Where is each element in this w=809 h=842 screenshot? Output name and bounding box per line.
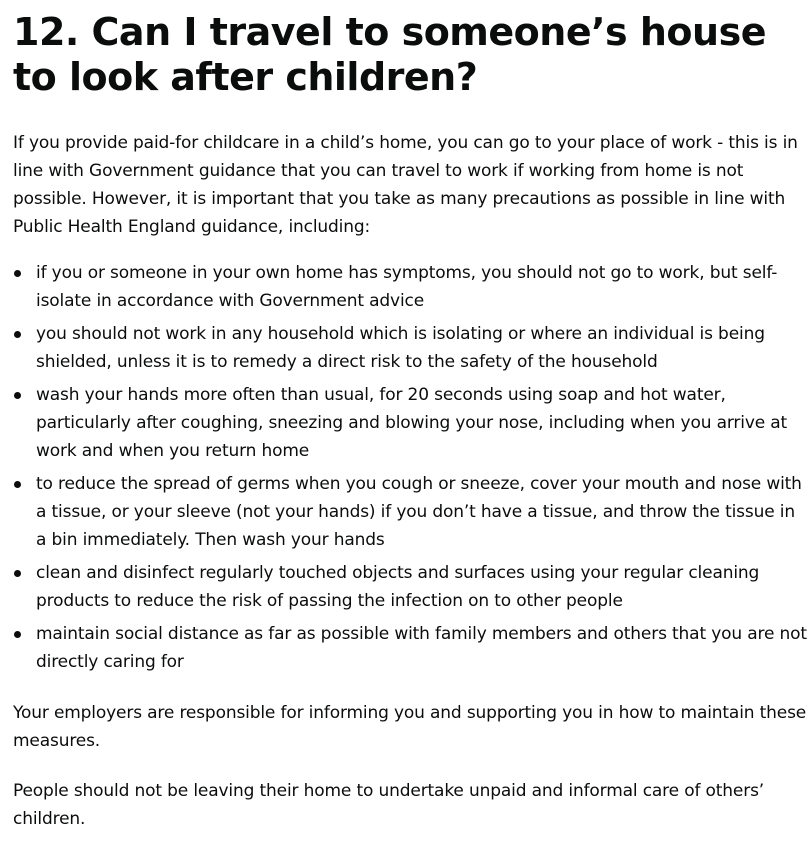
list-item-text: if you or someone in your own home has symptoms, you should not go to work, but self-isolate in accordance with Government advice xyxy=(36,263,778,311)
bullet-icon xyxy=(14,392,21,399)
list-item-text: to reduce the spread of germs when you cough or sneeze, cover your mouth and nose with a tissue, or your sleeve (not your hands) if you don’t have a tissue, and throw the tissue in a bin immediately. Then wash your hands xyxy=(36,474,802,550)
intro-paragraph: If you provide paid-for childcare in a child’s home, you can go to your place of work - this is in line with Government guidance that you can travel to work if working from home is not possible. However, it is important that you take as many precautions as possible in line with Public Health England guidance, including: xyxy=(13,133,798,237)
bullet-icon xyxy=(14,481,21,488)
list-item xyxy=(13,320,809,376)
bullet-icon xyxy=(14,270,21,277)
list-item xyxy=(13,259,809,315)
list-item xyxy=(13,470,809,554)
list-item-text: maintain social distance as far as possible with family members and others that you are not directly caring for xyxy=(36,624,807,672)
employers-paragraph: Your employers are responsible for informing you and supporting you in how to maintain these measures. xyxy=(13,703,807,751)
informal-care-paragraph: People should not be leaving their home to undertake unpaid and informal care of others’ children. xyxy=(13,781,765,829)
precautions-list xyxy=(13,259,809,676)
bullet-icon xyxy=(14,331,21,338)
list-item xyxy=(13,381,809,465)
list-item-text: wash your hands more often than usual, for 20 seconds using soap and hot water, particularly after coughing, sneezing and blowing your nose, including when you arrive at work and when you return home xyxy=(36,385,788,461)
question-heading: 12. Can I travel to someone’s house to look after children? xyxy=(13,10,766,99)
bullet-icon xyxy=(14,631,21,638)
bullet-icon xyxy=(14,570,21,577)
list-item-text: you should not work in any household which is isolating or where an individual is being shielded, unless it is to remedy a direct risk to the safety of the household xyxy=(36,324,765,372)
list-item xyxy=(13,620,809,676)
list-item xyxy=(13,559,809,615)
list-item-text: clean and disinfect regularly touched objects and surfaces using your regular cleaning products to reduce the risk of passing the infection on to other people xyxy=(36,563,760,611)
